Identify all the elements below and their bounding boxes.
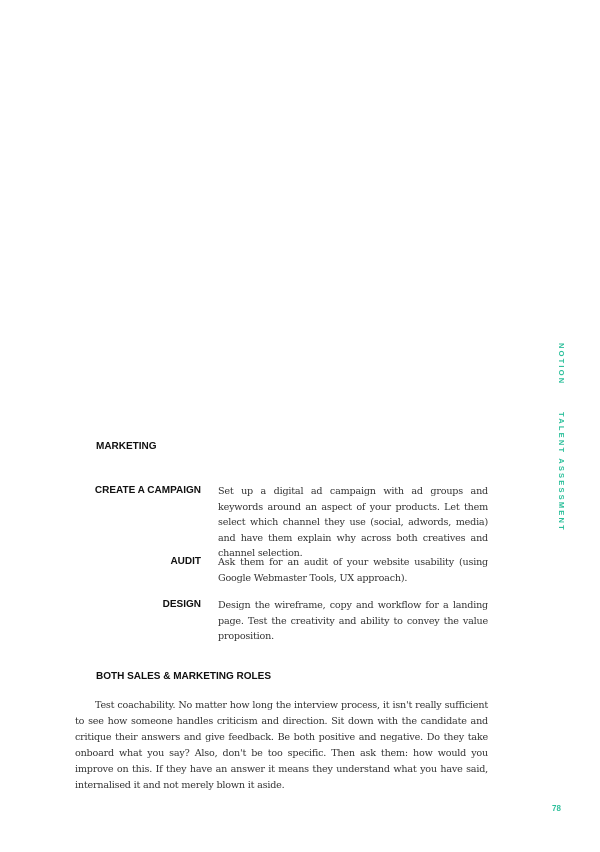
item-text: Ask them for an audit of your website usability (using Google Webmaster Tools, UX approach).	[218, 557, 488, 584]
brand-label: NOTION	[557, 343, 566, 386]
item-label: DESIGN	[162, 599, 201, 610]
item-text: Design the wireframe, copy and workflow for a landing page. Test the creativity and ability to convey the value proposition.	[218, 600, 488, 642]
marketing-heading: MARKETING	[96, 441, 157, 452]
item-text: Set up a digital ad campaign with ad groups and keywords around an aspect of your products. Let them select which channel they use (social, adwords, media) and have them explain why across both creatives and channel selection.	[218, 486, 488, 559]
both-roles-paragraph: Test coachability. No matter how long the interview process, it isn't really sufficient to see how someone handles criticism and direction. Sit down with the candidate and critique their answers and give feedback. Be both positive and negative. Do they take onboard what you say? Also, don't be too specific. Then ask them: how would you improve on this. If they have an answer it means they understand what you have said, internalised it and not merely blown it aside.	[75, 700, 488, 791]
page-number: 78	[552, 804, 561, 813]
both-roles-heading: BOTH SALES & MARKETING ROLES	[96, 671, 272, 682]
item-label: AUDIT	[170, 556, 201, 567]
section-label: TALENT ASSESSMENT	[557, 412, 566, 532]
item-label: CREATE A CAMPAIGN	[94, 485, 201, 496]
